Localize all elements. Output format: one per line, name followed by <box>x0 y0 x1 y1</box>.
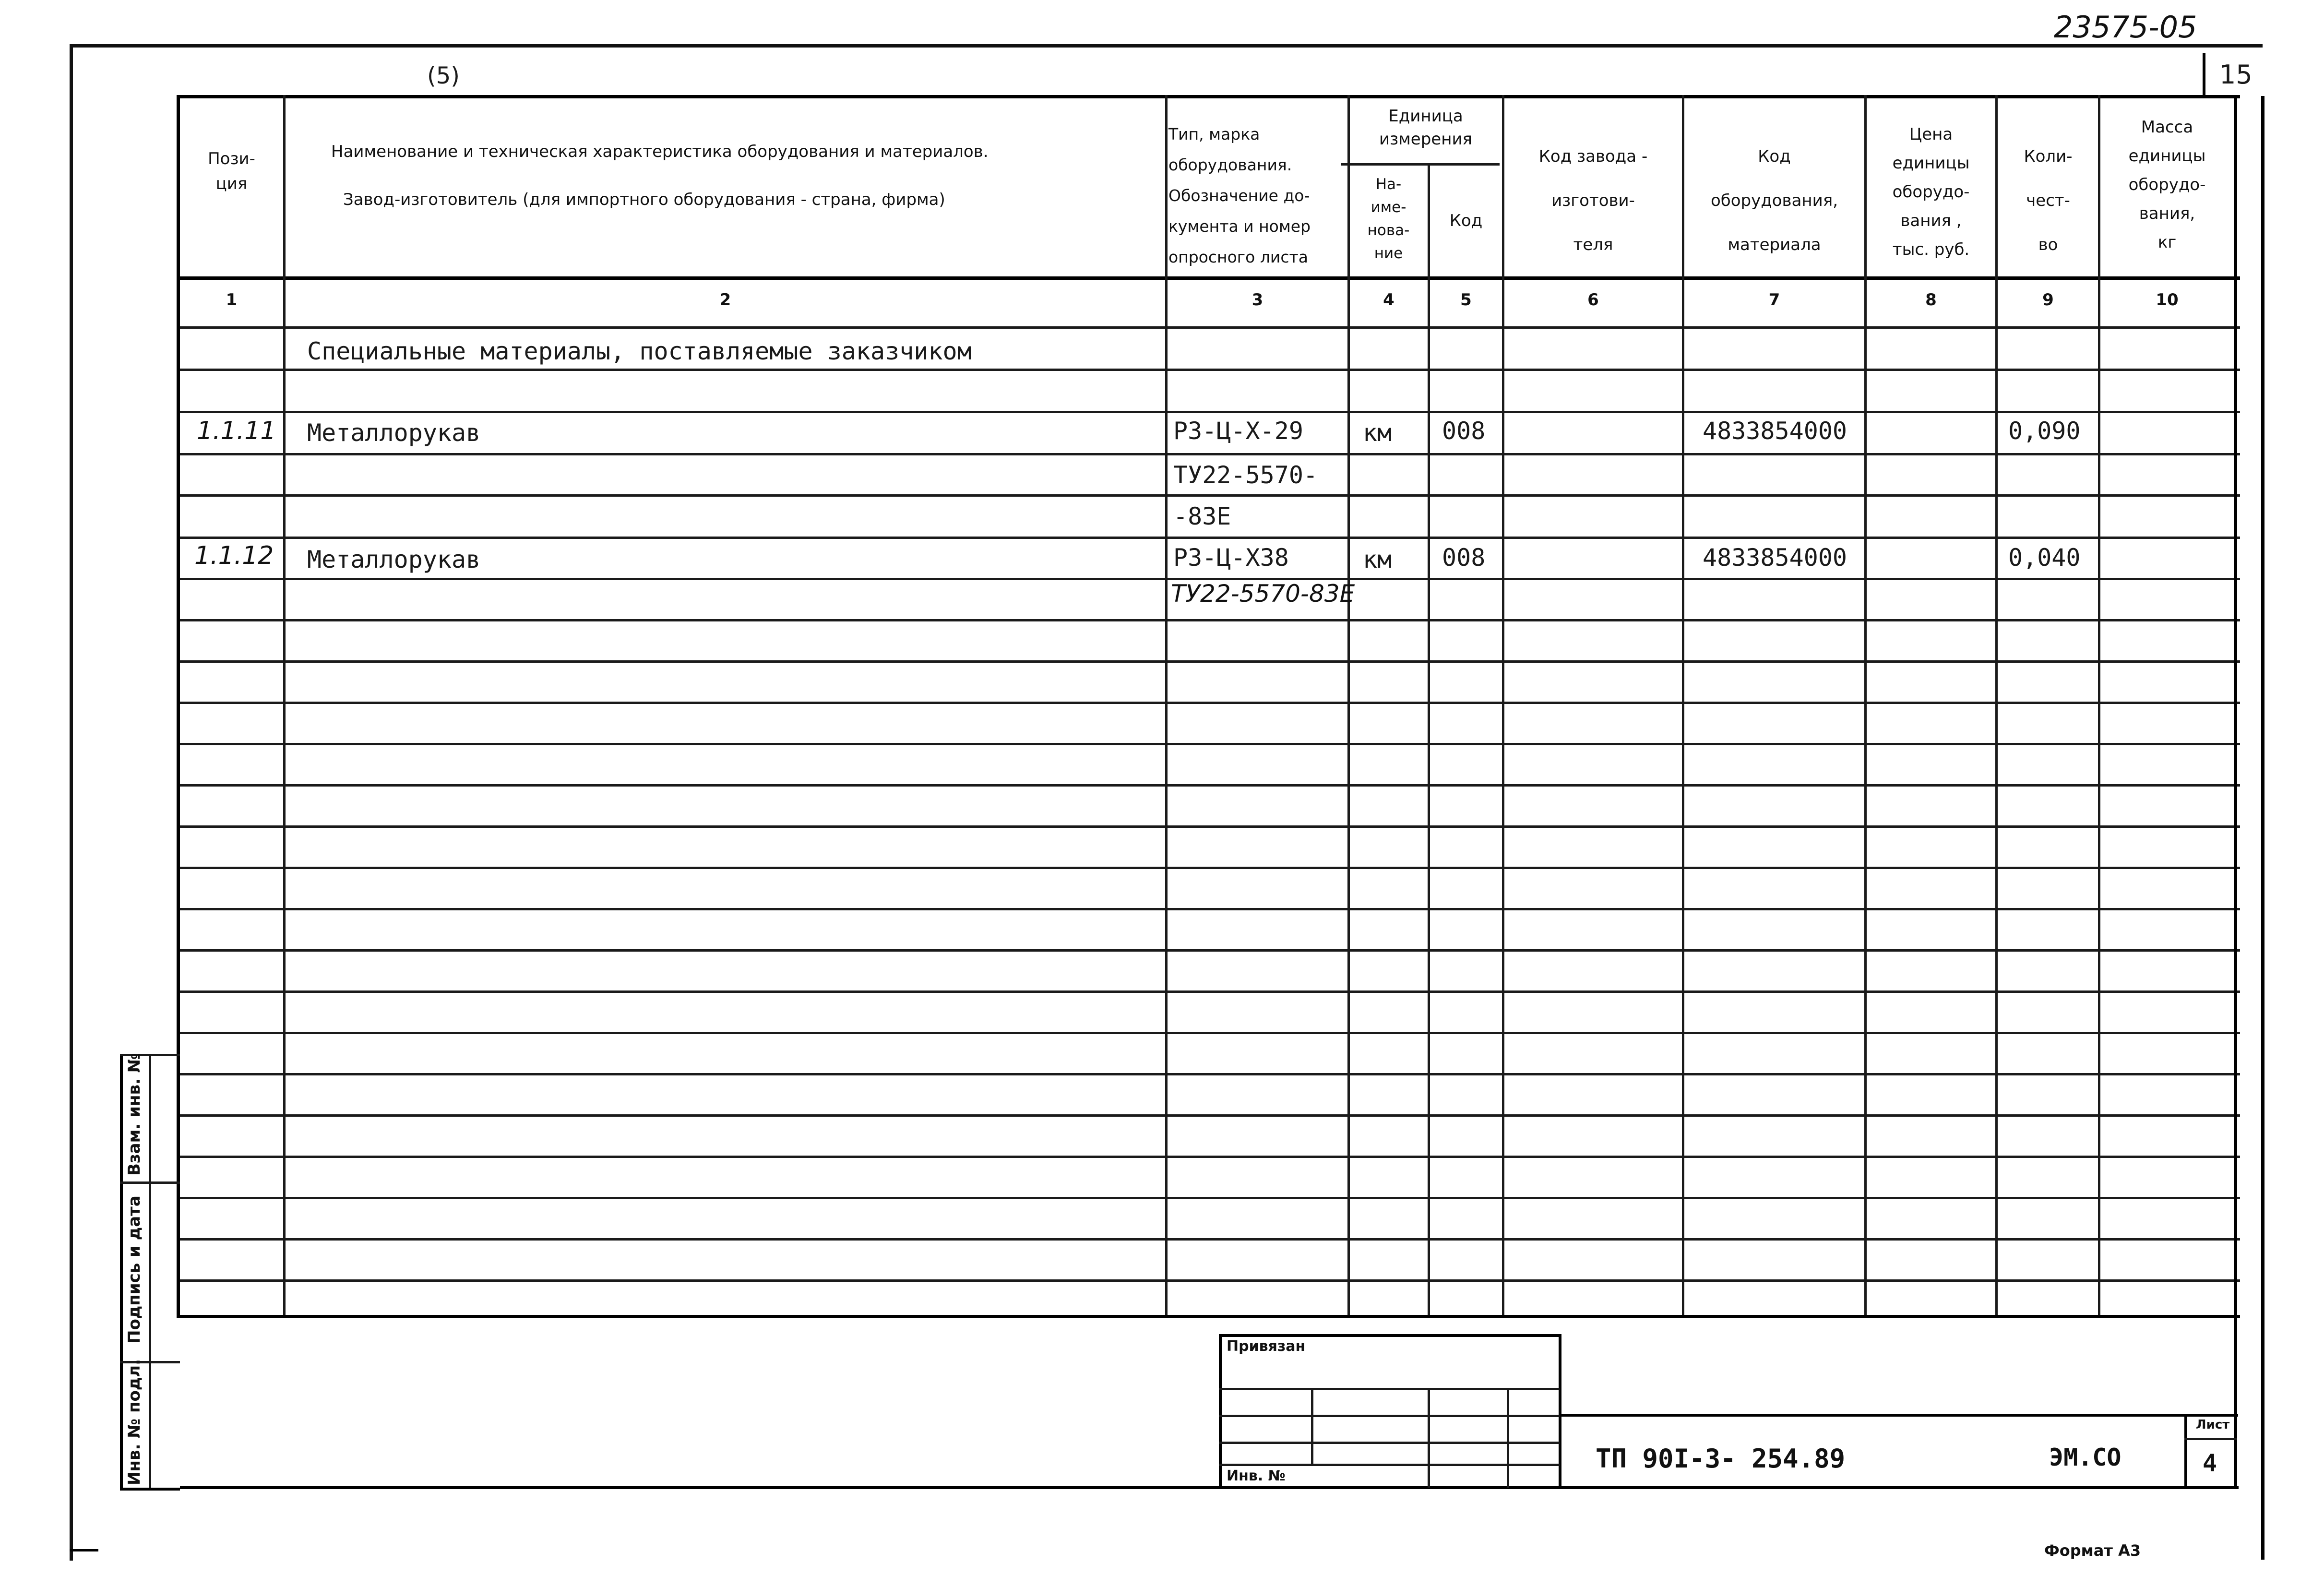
header-unit-code: Код <box>1449 211 1483 230</box>
header-name-line2: Завод-изготовитель (для импортного оборудования - страна, фирма) <box>343 190 945 209</box>
col-border-7 <box>1864 95 1867 1318</box>
sheet-mark-left: (5) <box>427 62 460 89</box>
row-type-mark: РЗ-Ц-Х38 <box>1173 544 1289 572</box>
row-line <box>177 619 2240 621</box>
bound-label: Привязан <box>1227 1338 1306 1355</box>
colnum-7: 7 <box>1768 290 1780 310</box>
frame-bottom-edge <box>70 1549 98 1551</box>
col-border-8 <box>1995 95 1998 1318</box>
header-material-code: Код оборудования, материала <box>1710 147 1838 254</box>
row-quantity: 0,090 <box>2008 417 2081 445</box>
header-quantity: Коли- чест- во <box>2024 147 2073 254</box>
row-position: 1.1.12 <box>194 541 274 570</box>
col-border-5 <box>1502 95 1504 1318</box>
row-line <box>177 1114 2240 1117</box>
row-line <box>177 784 2240 787</box>
header-name-line1: Наименование и техническая характеристика оборудования и материалов. <box>331 142 989 161</box>
side-stamp-divider <box>120 1181 180 1184</box>
row-material-code: 4833854000 <box>1703 417 1847 445</box>
title-block-top <box>180 1315 2234 1318</box>
side-stamp-bottom <box>120 1488 180 1491</box>
colnum-bottom-border <box>177 326 2240 329</box>
row-line <box>177 990 2240 993</box>
col-border-9 <box>2098 95 2100 1318</box>
row-line <box>177 1156 2240 1158</box>
row-line <box>177 825 2240 828</box>
header-unit-price: Цена единицы оборудо- вания , тыс. руб. <box>1892 125 1970 259</box>
bound-box-vline <box>1507 1388 1509 1488</box>
side-stamp-left-border <box>120 1054 123 1491</box>
col-border-2 <box>1165 95 1168 1318</box>
row-unit: км <box>1363 546 1392 573</box>
row-line <box>177 1279 2240 1282</box>
header-unit-group: Единица измерения <box>1379 107 1473 149</box>
row-position: 1.1.11 <box>197 417 276 445</box>
section-code: ЭМ.СО <box>2049 1444 2121 1471</box>
side-stamp-signature-date: Подпись и дата <box>125 1195 144 1344</box>
bound-box-vline <box>1428 1388 1430 1488</box>
colnum-6: 6 <box>1587 290 1599 310</box>
row-type-doc-cont: -83Е <box>1173 502 1231 530</box>
side-stamp-replaced-inv: Взам. инв. № <box>125 1053 144 1176</box>
row-line <box>177 1238 2240 1241</box>
header-position: Пози- ция <box>208 149 255 193</box>
row-line <box>177 743 2240 745</box>
row-line <box>177 369 2240 371</box>
col-border-4 <box>1428 163 1430 1318</box>
col-border-6 <box>1682 95 1684 1318</box>
document-number-stamp: 23575-05 <box>2054 10 2197 45</box>
row-line <box>177 453 2240 455</box>
row-line <box>177 660 2240 663</box>
side-stamp-original-inv: Инв. № подл. <box>125 1359 144 1485</box>
row-line <box>177 702 2240 704</box>
doc-code-row-top <box>1561 1414 2238 1417</box>
col-border-3 <box>1347 95 1350 1318</box>
row-type-doc: ТУ22-5570- <box>1173 461 1318 489</box>
document-code: ТП 90I-3- 254.89 <box>1596 1444 1846 1474</box>
row-line <box>177 949 2240 952</box>
sheet-number: 4 <box>2203 1449 2217 1477</box>
row-unit-code: 008 <box>1442 417 1486 445</box>
col-border-1 <box>283 95 286 1318</box>
row-unit-code: 008 <box>1442 544 1486 572</box>
header-manufacturer-code: Код завода - изготови- теля <box>1538 147 1648 254</box>
colnum-10: 10 <box>2156 290 2179 310</box>
sheet-box-left <box>2184 1414 2187 1488</box>
header-bottom-border <box>177 276 2240 280</box>
row-line <box>177 411 2240 413</box>
frame-right-edge <box>2261 96 2264 1560</box>
colnum-3: 3 <box>1251 290 1263 310</box>
colnum-4: 4 <box>1383 290 1394 310</box>
title-block-right <box>2234 1315 2237 1488</box>
header-unit-name: На- име- нова- ние <box>1367 176 1410 262</box>
colnum-1: 1 <box>226 290 238 310</box>
row-name: Металлорукав <box>307 419 481 447</box>
bound-box-vline <box>1311 1388 1313 1464</box>
sheet-label: Лист <box>2196 1418 2230 1432</box>
title-block-bottom <box>180 1486 2239 1489</box>
row-line <box>177 1197 2240 1199</box>
frame-sheet-tab <box>2203 53 2205 96</box>
row-quantity: 0,040 <box>2008 544 2081 572</box>
row-line <box>177 494 2240 497</box>
row-line <box>177 537 2240 539</box>
row-line <box>177 1073 2240 1075</box>
inv-label: Инв. № <box>1227 1468 1286 1484</box>
row-material-code: 4833854000 <box>1703 544 1847 572</box>
row-line <box>177 867 2240 869</box>
sheet-box-divider <box>2184 1438 2237 1440</box>
col-border-10 <box>2234 95 2237 1318</box>
row-line <box>177 908 2240 910</box>
row-type-doc: ТУ22-5570-83Е <box>1171 580 1355 608</box>
row-name: Металлорукав <box>307 546 481 573</box>
row-unit: км <box>1363 419 1392 447</box>
colnum-9: 9 <box>2042 290 2054 310</box>
unit-group-divider <box>1341 163 1500 166</box>
colnum-5: 5 <box>1460 290 1472 310</box>
format-label: Формат А3 <box>2044 1541 2141 1560</box>
header-type-mark: Тип, марка оборудования. Обозначение до- кумента и номер опросного листа <box>1168 125 1311 266</box>
section-title: Специальные материалы, поставляемые заказчиком <box>307 337 972 365</box>
header-unit-mass: Масса единицы оборудо- вания, кг <box>2128 118 2206 252</box>
side-stamp-mid-border <box>149 1054 151 1491</box>
row-type-mark: РЗ-Ц-Х-29 <box>1173 417 1303 445</box>
colnum-8: 8 <box>1925 290 1937 310</box>
sheet-mark-right: 15 <box>2219 60 2252 90</box>
table-top-border <box>177 95 2240 98</box>
row-line <box>177 1032 2240 1034</box>
bound-box-top <box>1219 1334 1560 1337</box>
col-border-0 <box>177 95 180 1318</box>
colnum-2: 2 <box>719 290 731 310</box>
